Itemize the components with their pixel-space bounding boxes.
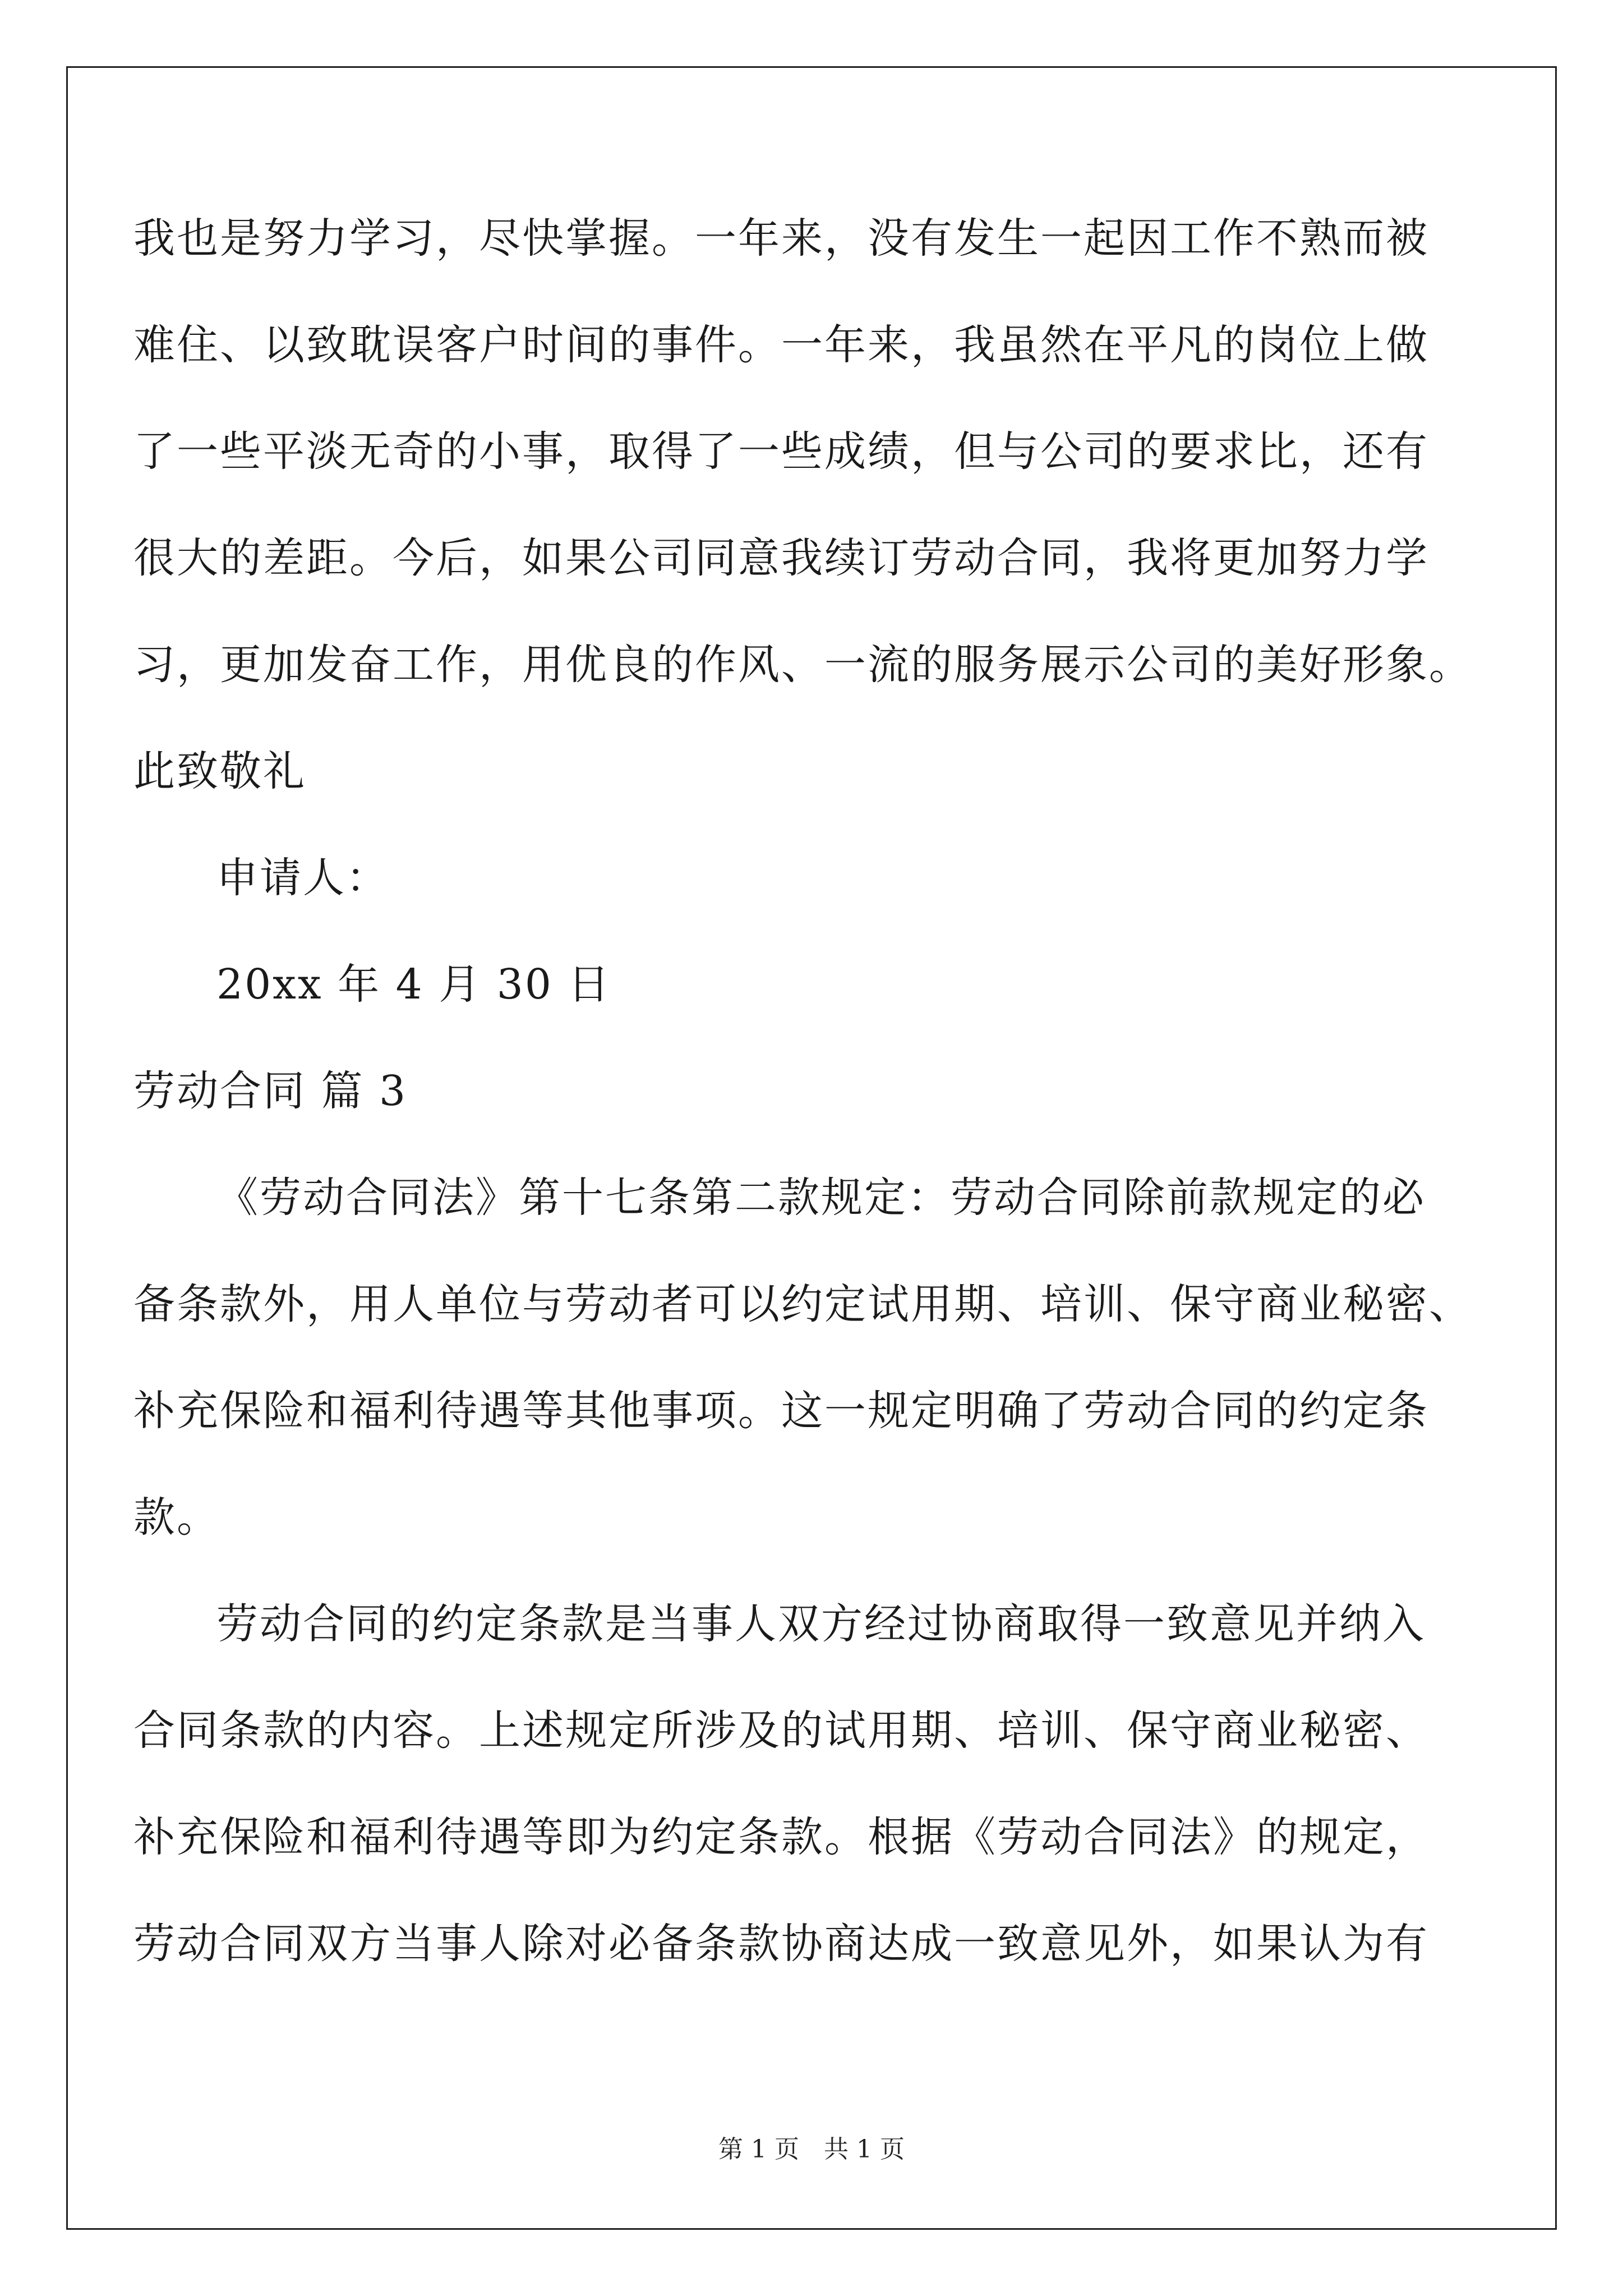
body-line: 《劳动合同法》第十七条第二款规定：劳动合同除前款规定的必: [216, 1174, 1426, 1222]
signature-date: 20xx 年 4 月 30 日: [216, 960, 611, 1009]
body-line: 很大的差距。今后，如果公司同意我续订劳动合同，我将更加努力学: [133, 534, 1429, 582]
body-line: 难住、以致耽误客户时间的事件。一年来，我虽然在平凡的岗位上做: [133, 321, 1429, 369]
page-number-footer: 第 1 页 共 1 页: [718, 2135, 905, 2164]
body-line: 备条款外，用人单位与劳动者可以约定试用期、培训、保守商业秘密、: [133, 1280, 1472, 1328]
body-line: 了一些平淡无奇的小事，取得了一些成绩，但与公司的要求比，还有: [133, 427, 1429, 476]
body-line: 劳动合同双方当事人除对必备条款协商达成一致意见外，如果认为有: [133, 1920, 1429, 1968]
body-line: 合同条款的内容。上述规定所涉及的试用期、培训、保守商业秘密、: [133, 1706, 1429, 1755]
body-line: 习，更加发奋工作，用优良的作风、一流的服务展示公司的美好形象。: [133, 641, 1472, 689]
body-line: 我也是努力学习，尽快掌握。一年来，没有发生一起因工作不熟而被: [133, 214, 1429, 263]
body-line: 补充保险和福利待遇等其他事项。这一规定明确了劳动合同的约定条: [133, 1387, 1429, 1435]
body-line: 补充保险和福利待遇等即为约定条款。根据《劳动合同法》的规定，: [133, 1813, 1429, 1861]
closing-salutation: 此致敬礼: [133, 747, 306, 795]
body-line: 款。: [133, 1493, 220, 1542]
applicant-label: 申请人：: [216, 854, 389, 902]
section-heading: 劳动合同 篇 3: [133, 1067, 408, 1115]
body-line: 劳动合同的约定条款是当事人双方经过协商取得一致意见并纳入: [216, 1600, 1426, 1648]
page-border: [66, 66, 1557, 2230]
